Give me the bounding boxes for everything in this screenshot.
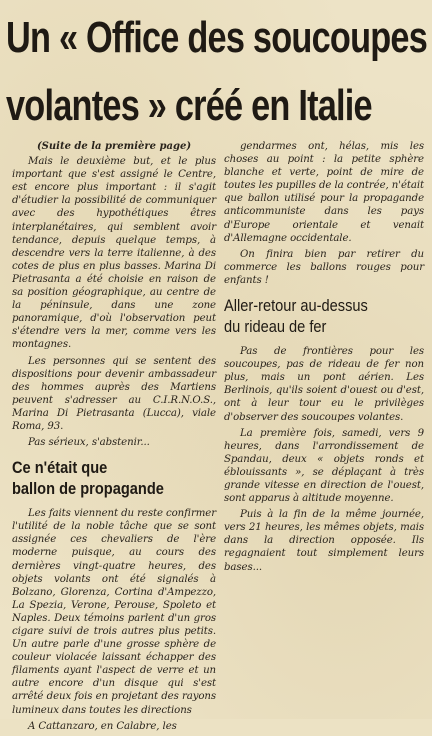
left-subheading-line-1: Ce n'était que [12, 458, 108, 478]
right-column [224, 140, 424, 577]
right-paragraph-2: On finira bien par retirer du commerce les ballons rouges pour enfants ! [224, 248, 424, 286]
right-subheading-line-1: Aller-retour au-dessus [224, 296, 368, 316]
right-paragraph-1: gendarmes ont, hélas, mis les choses au point : la petite sphère blanche et verte, point de mire de toutes les pupilles de la contrée, n'était que ballon utilisé pour la propagande anticommuniste dans les pays d'Europe orientale et venait d'Allemagne occidentale. [224, 141, 424, 244]
right-paragraph-5: Puis à la fin de la même journée, vers 21 heures, les mêmes objets, mais dans la direction opposée. Ils regagnaient tout simplement leurs bases... [224, 509, 424, 573]
right-paragraph-4: La première fois, samedi, vers 9 heures, dans l'arrondissement de Spandau, deux « objets ronds et éblouissants », se déplaçant à très grande vitesse en direction de l'ouest, sont apparus à altitude moyenne. [224, 427, 424, 505]
right-paragraph-3: Pas de frontières pour les soucoupes, pas de rideau de fer non plus, mais un pont aérien. Les Berlinois, qu'ils soient d'ouest ou d'est, ont à leur tour eu le privilèges d'observer des soucoupes volantes. [224, 346, 424, 423]
left-subheading [12, 457, 187, 499]
left-subheading-line-2: ballon de propagande [12, 479, 164, 499]
left-paragraph-5: A Cattanzaro, en Calabre, les [28, 720, 177, 732]
left-paragraph-1: Mais le deuxième but, et le plus important que s'est assigné le Centre, est encore plus important : il s'agit d'étudier la possibilité de communiquer avec des hypothétiques êtres interplanétaires, qui semblent avoir tendance, depuis quelque temps, à descendre vers la terre italienne, à des cotes de plus en plus basses. Marina Di Pietrasanta a été choisie en raison de sa position géographique, au centre de la péninsule, dans une zone panoramique, d'où l'observation peut s'étendre vers la mer, comme vers les montagnes. [12, 156, 216, 351]
headline-line-2: volantes » créé en Italie [6, 81, 372, 130]
continued-notice: (Suite de la première page) [36, 141, 192, 152]
right-subheading [224, 295, 396, 337]
left-paragraph-3: Pas sérieux, s'abstenir... [28, 437, 150, 449]
left-paragraph-2: Les personnes qui se sentent des dispositions pour devenir ambassadeur des hommes auprès des Martiens peuvent s'adresser au C.I.R.N.O.S., Marina Di Pietrasanta (Lucca), viale Roma, 93. [12, 355, 216, 432]
headline-line-1: Un « Office des soucoupes [6, 13, 428, 62]
left-column [12, 140, 216, 736]
right-subheading-line-2: du rideau de fer [224, 317, 327, 337]
left-paragraph-4: Les faits viennent du reste confirmer l'utilité de la noble tâche que se sont assignée ces chevaliers de l'ère moderne puisque, au cours des dernières vingt-quatre heures, des objets volants ont été signalés à Bolzano, Glorenza, Cortina d'Ampezzo, La Spezia, Verone, Perouse, Spoleto et Naples. Deux témoins parlent d'un gros cigare suivi de trois autres plus petits. Un autre parle d'une grosse sphère de couleur violacée laissant échapper des filaments ayant l'aspect de verre et un autre encore d'un disque qui s'est arrêté deux fois en projetant des rayons lumineux dans toutes les directions [12, 508, 216, 716]
